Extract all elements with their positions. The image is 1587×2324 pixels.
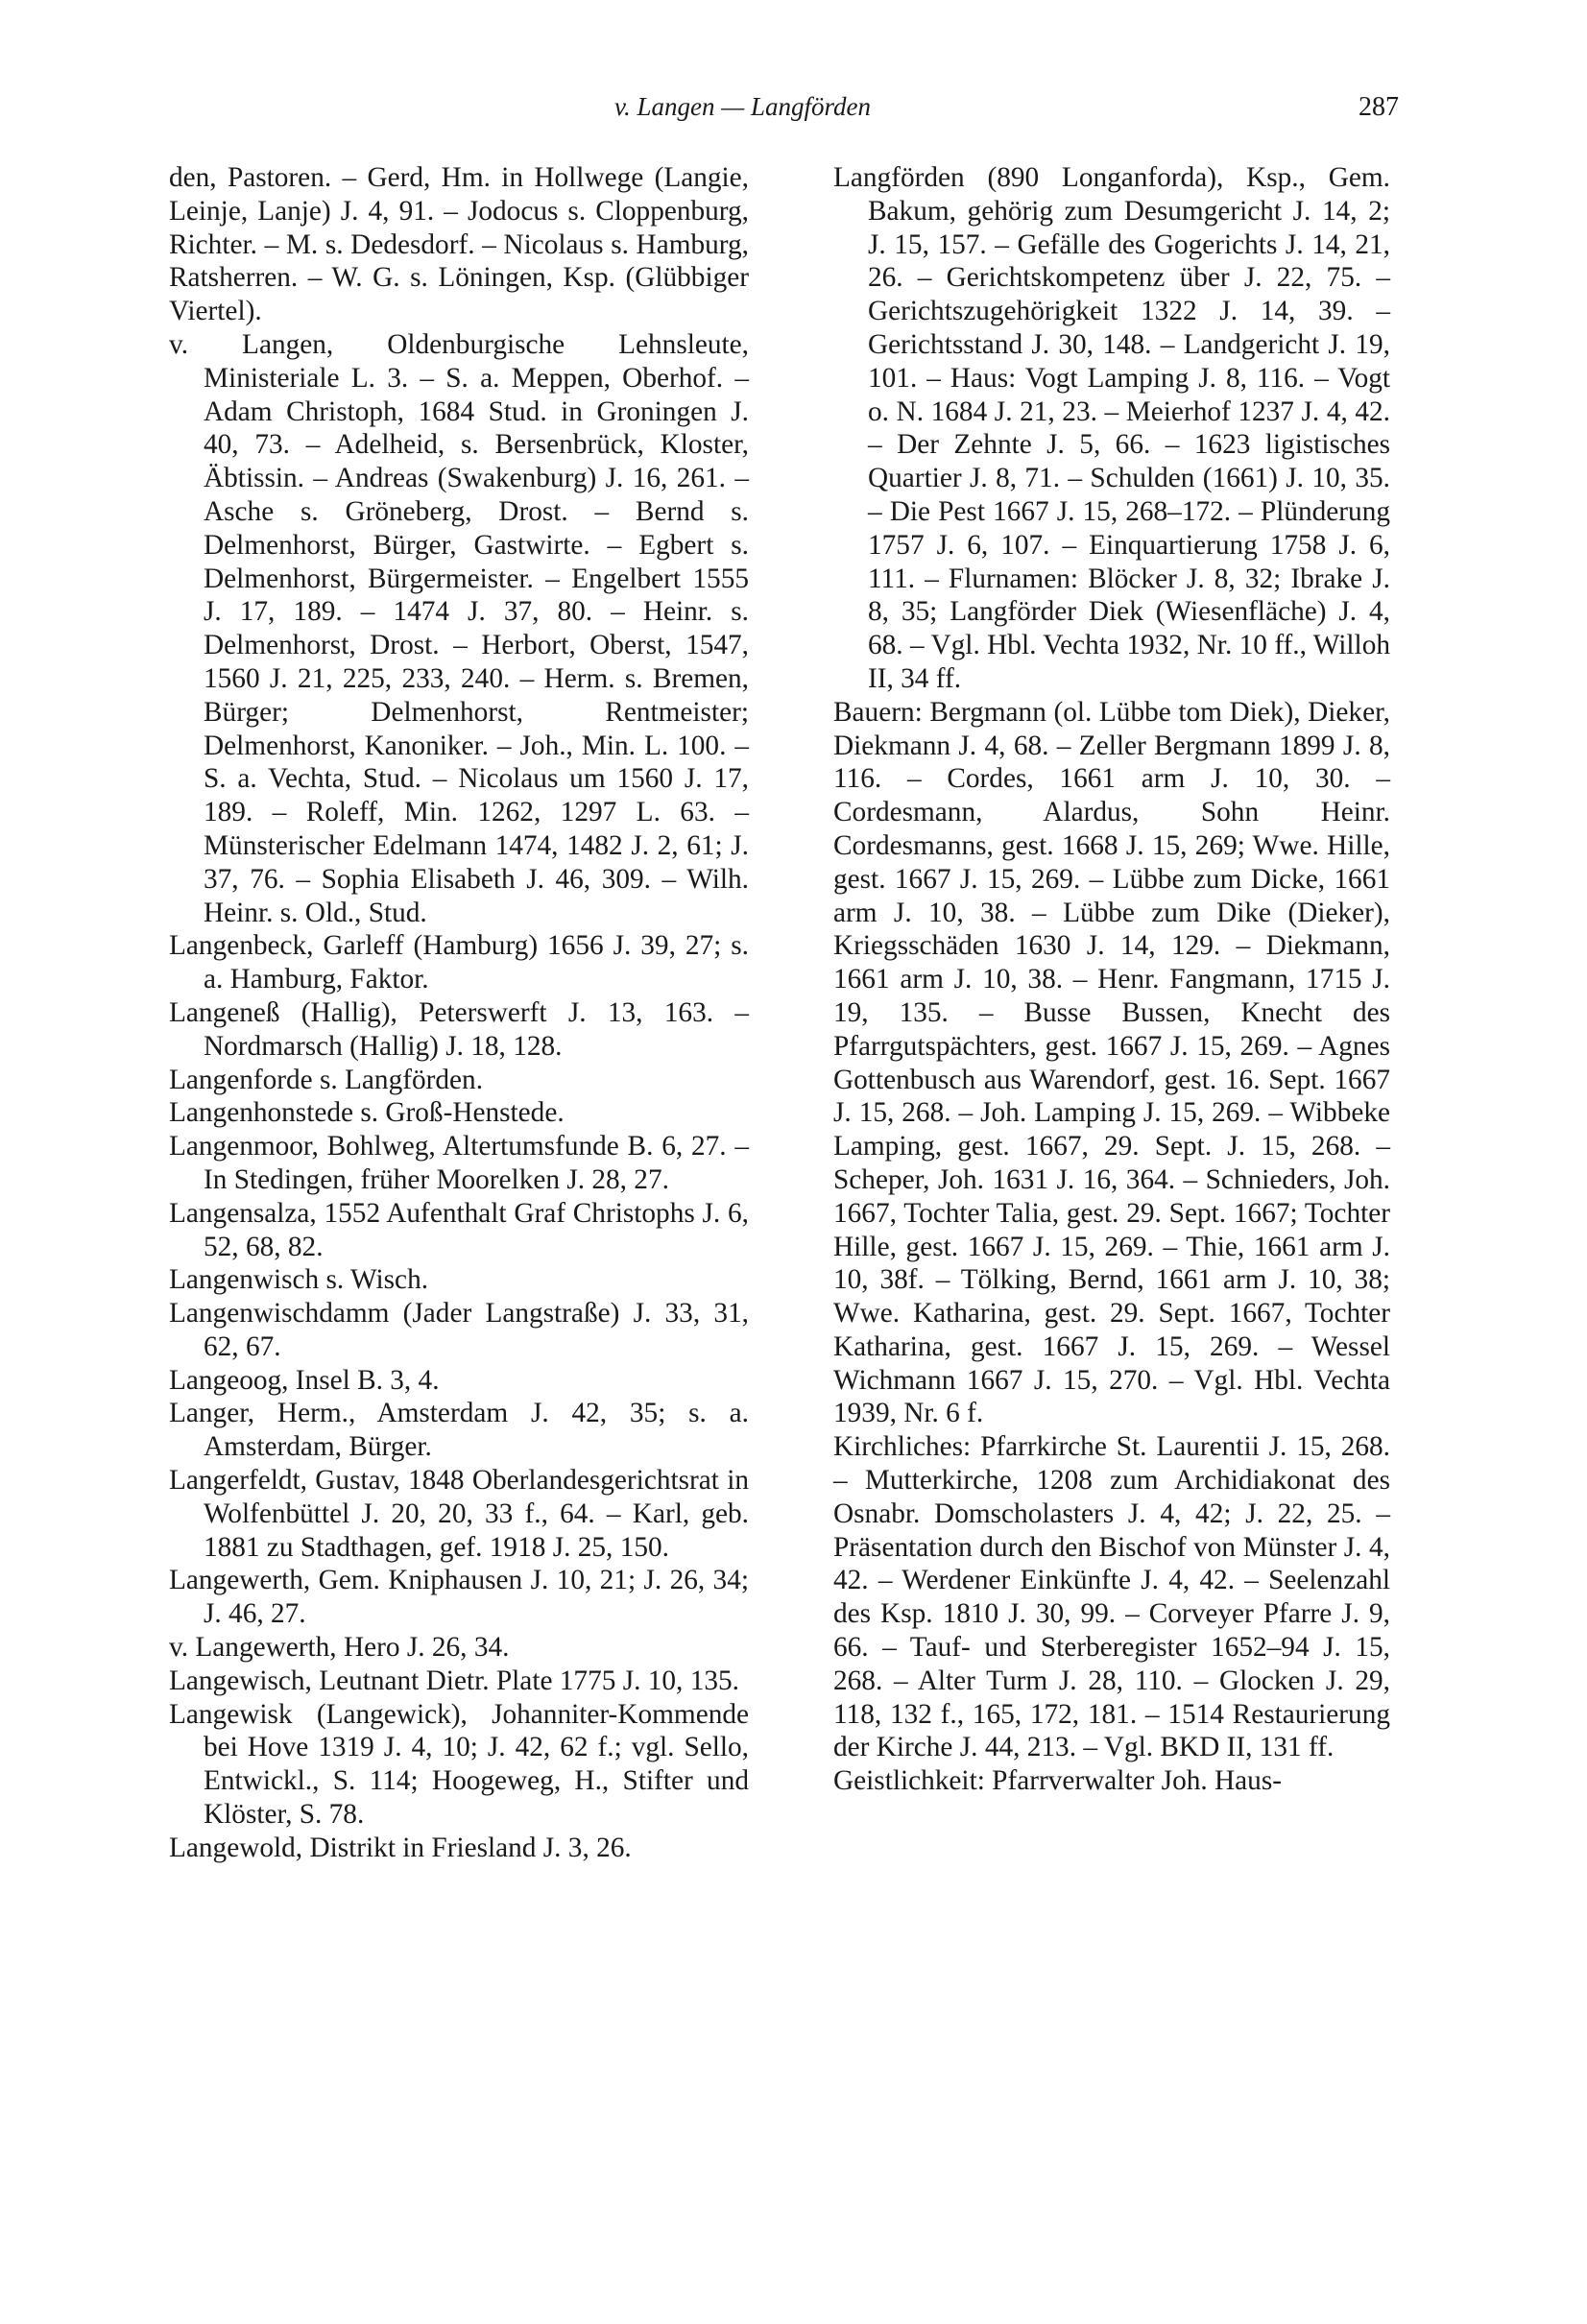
index-entry: Langewisk (Langewick), Johanniter-Kommende bei Hove 1319 J. 4, 10; J. 42, 62 f.; vgl. Sello, Entwickl., S. 114; Hoogeweg, H., Stifter und Klöster, S. 78. (169, 1698, 749, 1831)
index-entry: Langer, Herm., Amsterdam J. 42, 35; s. a. Amsterdam, Bürger. (169, 1398, 749, 1463)
running-head (0, 92, 1587, 131)
right-column (833, 161, 1390, 1798)
index-entry: Langewold, Distrikt in Friesland J. 3, 26. (169, 1832, 632, 1863)
index-entry: v. Langen, Oldenburgische Lehnsleute, Ministeriale L. 3. – S. a. Meppen, Oberhof. – Adam Christoph, 1684 Stud. in Groningen J. 40, 73. – Adelheid, s. Bersenbrück, Kloster, Äbtissin. – Andreas (Swakenburg) J. 16, 261. – Asche s. Gröneberg, Drost. – Bernd s. Delmenhorst, Bürger, Gastwirte. – Egbert s. Delmenhorst, Bürgermeister. – Engelbert 1555 J. 17, 189. – 1474 J. 37, 80. – Heinr. s. Delmenhorst, Drost. – Herbort, Oberst, 1547, 1560 J. 21, 225, 233, 240. – Herm. s. Bremen, Bürger; Delmenhorst, Rentmeister; Delmenhorst, Kanoniker. – Joh., Min. L. 100. – S. a. Vechta, Stud. – Nicolaus um 1560 J. 17, 189. – Roleff, Min. 1262, 1297 L. 63. – Münsterischer Edelmann 1474, 1482 J. 2, 61; J. 37, 76. – Sophia Elisabeth J. 46, 309. – Wilh. Heinr. s. Old., Stud. (169, 328, 749, 928)
index-entry: Langenbeck, Garleff (Hamburg) 1656 J. 39, 27; s. a. Hamburg, Faktor. (169, 930, 749, 995)
index-entry: Langewisch, Leutnant Dietr. Plate 1775 J. 10, 135. (169, 1665, 739, 1696)
index-entry: Langeoog, Insel B. 3, 4. (169, 1364, 440, 1396)
index-paragraph: Geistlichkeit: Pfarrverwalter Joh. Haus- (833, 1765, 1282, 1797)
index-entry: Langenwischdamm (Jader Langstraße) J. 33, 31, 62, 67. (169, 1298, 749, 1362)
index-entry: v. Langewerth, Hero J. 26, 34. (169, 1632, 510, 1664)
index-entry: Langenhonstede s. Groß-Henstede. (169, 1097, 565, 1129)
index-entry: Langewerth, Gem. Kniphausen J. 10, 21; J. 26, 34; J. 46, 27. (169, 1565, 749, 1630)
index-entry: Langenmoor, Bohlweg, Altertumsfunde B. 6, 27. – In Stedingen, früher Moorelken J. 28, 27. (169, 1131, 749, 1195)
index-entry: Langeneß (Hallig), Peterswerft J. 13, 163. – Nordmarsch (Hallig) J. 18, 128. (169, 996, 749, 1062)
page-number: 287 (1359, 92, 1399, 122)
index-paragraph: Bauern: Bergmann (ol. Lübbe tom Diek), Dieker, Diekmann J. 4, 68. – Zeller Bergmann 1899 J. 8, 116. – Cordes, 1661 arm J. 10, 30. – Cordesmann, Alardus, Sohn Heinr. Cordesmanns, gest. 1668 J. 15, 269; Wwe. Hille, gest. 1667 J. 15, 269. – Lübbe zum Dicke, 1661 arm J. 10, 38. – Lübbe zum Dike (Dieker), Kriegsschäden 1630 J. 14, 129. – Diekmann, 1661 arm J. 10, 38. – Henr. Fangmann, 1715 J. 19, 135. – Busse Bussen, Knecht des Pfarrgutspächters, gest. 1667 J. 15, 269. – Agnes Gottenbusch aus Warendorf, gest. 16. Sept. 1667 J. 15, 268. – Joh. Lamping J. 15, 269. – Wibbeke Lamping, gest. 1667, 29. Sept. J. 15, 268. – Scheper, Joh. 1631 J. 16, 364. – Schnieders, Joh. 1667, Tochter Talia, gest. 29. Sept. 1667; Tochter Hille, gest. 1667 J. 15, 269. – Thie, 1661 arm J. 10, 38f. – Tölking, Bernd, 1661 arm J. 10, 38; Wwe. Katharina, gest. 29. Sept. 1667, Tochter Katharina, gest. 1667 J. 15, 269. – Wessel Wichmann 1667 J. 15, 270. – Vgl. Hbl. Vechta 1939, Nr. 6 f. (833, 696, 1390, 1429)
index-entry: Langensalza, 1552 Aufenthalt Graf Christophs J. 6, 52, 68, 82. (169, 1197, 749, 1262)
running-title: v. Langen — Langförden (614, 92, 871, 121)
index-entry: den, Pastoren. – Gerd, Hm. in Hollwege (Langie, Leinje, Lanje) J. 4, 91. – Jodocus s. Cloppenburg, Richter. – M. s. Dedesdorf. – Nicolaus s. Hamburg, Ratsherren. – W. G. s. Löningen, Ksp. (Glübbiger Viertel). (169, 162, 749, 327)
index-entry: Langenforde s. Langförden. (169, 1064, 484, 1095)
index-entry: Langenwisch s. Wisch. (169, 1264, 429, 1296)
index-entry: Langerfeldt, Gustav, 1848 Oberlandesgerichtsrat in Wolfenbüttel J. 20, 20, 33 f., 64. – Karl, geb. 1881 zu Stadthagen, gef. 1918 J. 25, 150. (169, 1465, 749, 1563)
left-column (169, 161, 749, 1865)
index-entry: Langförden (890 Longanforda), Ksp., Gem. Bakum, gehörig zum Desumgericht J. 14, 2; J. 15, 157. – Gefälle des Gogerichts J. 14, 21, 26. – Gerichtskompetenz über J. 22, 75. – Gerichtszugehörigkeit 1322 J. 14, 39. – Gerichtsstand J. 30, 148. – Landgericht J. 19, 101. – Haus: Vogt Lamping J. 8, 116. – Vogt o. N. 1684 J. 21, 23. – Meierhof 1237 J. 4, 42. – Der Zehnte J. 5, 66. – 1623 ligistisches Quartier J. 8, 71. – Schulden (1661) J. 10, 35. – Die Pest 1667 J. 15, 268–172. – Plünderung 1757 J. 6, 107. – Einquartierung 1758 J. 6, 111. – Flurnamen: Blöcker J. 8, 32; Ibrake J. 8, 35; Langförder Diek (Wiesenfläche) J. 4, 68. – Vgl. Hbl. Vechta 1932, Nr. 10 ff., Willoh II, 34 ff. (833, 162, 1390, 694)
index-paragraph: Kirchliches: Pfarrkirche St. Laurentii J. 15, 268. – Mutterkirche, 1208 zum Archidiakonat des Osnabr. Domscholasters J. 4, 42; J. 22, 25. – Präsentation durch den Bischof von Münster J. 4, 42. – Werdener Einkünfte J. 4, 42. – Seelenzahl des Ksp. 1810 J. 30, 99. – Corveyer Pfarre J. 9, 66. – Tauf- und Sterberegister 1652–94 J. 15, 268. – Alter Turm J. 28, 110. – Glocken J. 29, 118, 132 f., 165, 172, 181. – 1514 Restaurierung der Kirche J. 44, 213. – Vgl. BKD II, 131 ff. (833, 1431, 1390, 1763)
